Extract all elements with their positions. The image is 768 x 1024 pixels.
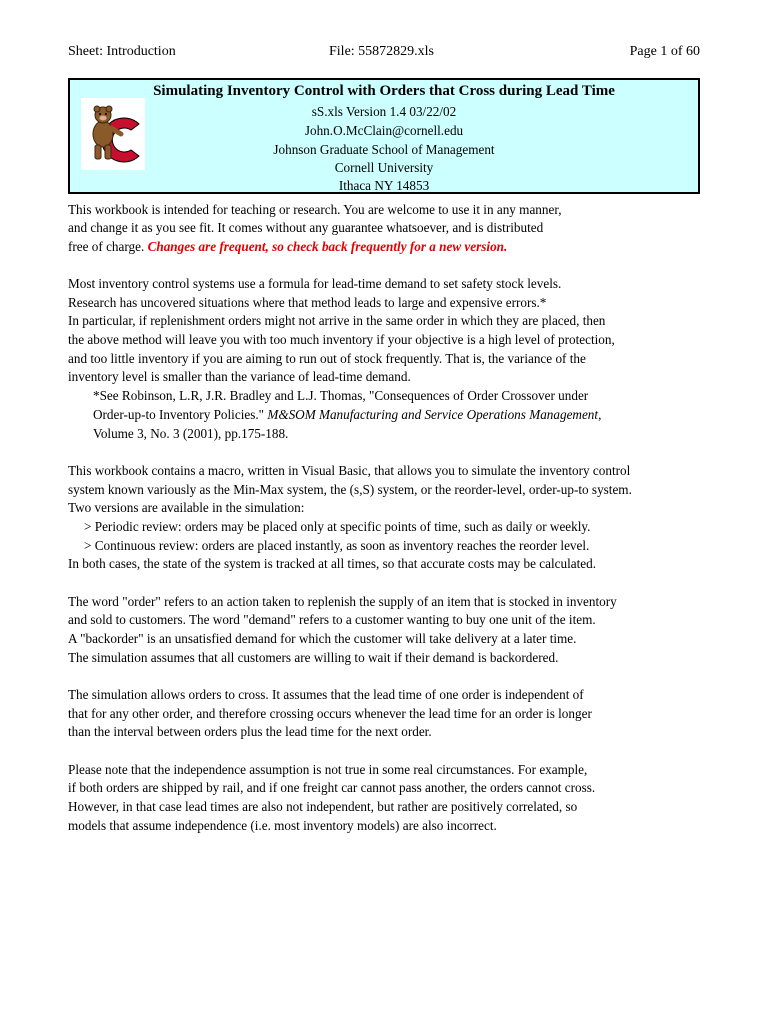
p6-line2: if both orders are shipped by rail, and if one freight car cannot pass another, the orders cannot cross. <box>68 780 596 795</box>
p4-line1: The word "order" refers to an action taken to replenish the supply of an item that is stocked in inventory <box>68 594 617 609</box>
p5-line2: that for any other order, and therefore crossing occurs whenever the lead time for an order is longer <box>68 706 592 721</box>
sheet-name: Sheet: Introduction <box>68 44 176 59</box>
p6-line4: models that assume independence (i.e. most inventory models) are also incorrect. <box>68 818 497 833</box>
p2-line4: the above method will leave you with too much inventory if your objective is a high level of protection, <box>68 332 615 347</box>
p5-line3: than the interval between orders plus the lead time for the next order. <box>68 724 432 739</box>
p6-line3: However, in that case lead times are also not independent, but rather are positively correlated, so <box>68 799 578 814</box>
p1-line3 <box>68 237 507 256</box>
document-title: Simulating Inventory Control with Orders that Cross during Lead Time <box>153 83 615 99</box>
p2-line6: inventory level is smaller than the variance of lead-time demand. <box>68 369 411 384</box>
version-line: sS.xls Version 1.4 03/22/02 <box>311 104 457 119</box>
university-line: Cornell University <box>334 160 434 175</box>
ref-line2 <box>93 405 601 424</box>
p3-line3: Two versions are available in the simulation: <box>68 500 305 515</box>
p1-line3-text: free of charge. <box>68 239 148 254</box>
p3-line1: This workbook contains a macro, written in Visual Basic, that allows you to simulate the inventory control <box>68 463 631 478</box>
p3-line5: > Continuous review: orders are placed instantly, as soon as inventory reaches the reorder level. <box>84 538 590 553</box>
p3-line2: system known variously as the Min-Max system, the (s,S) system, or the reorder-level, order-up-to system. <box>68 482 632 497</box>
page-number: Page 1 of 60 <box>629 44 700 59</box>
p1-line1: This workbook is intended for teaching or research. You are welcome to use it in any manner, <box>68 202 562 217</box>
file-name: File: 55872829.xls <box>329 44 435 59</box>
ref-line2-text: Order-up-to Inventory Policies." <box>93 407 268 422</box>
p4-line4: The simulation assumes that all customers are willing to wait if their demand is backordered. <box>68 650 559 665</box>
location-line: Ithaca NY 14853 <box>338 178 430 193</box>
p5-line1: The simulation allows orders to cross. It assumes that the lead time of one order is independent of <box>68 687 584 702</box>
title-box <box>68 78 700 194</box>
version-notice: Changes are frequent, so check back frequently for a new version. <box>147 239 508 254</box>
p1-line2: and change it as you see fit. It comes without any guarantee whatsoever, and is distributed <box>68 220 544 235</box>
p4-line3: A "backorder" is an unsatisfied demand for which the customer will take delivery at a later time. <box>68 631 577 646</box>
school-line: Johnson Graduate School of Management <box>273 142 495 157</box>
page-header <box>0 44 768 62</box>
p6-line1: Please note that the independence assumption is not true in some real circumstances. For example, <box>68 762 588 777</box>
p2-line2: Research has uncovered situations where that method leads to large and expensive errors.* <box>68 295 547 310</box>
ref-line1: *See Robinson, L.R, J.R. Bradley and L.J. Thomas, "Consequences of Order Crossover under <box>93 388 589 403</box>
p3-line6: In both cases, the state of the system is tracked at all times, so that accurate costs may be calculated. <box>68 556 597 571</box>
p4-line2: and sold to customers. The word "demand" refers to a customer wanting to buy one unit of the item. <box>68 612 596 627</box>
p2-line1: Most inventory control systems use a formula for lead-time demand to set safety stock levels. <box>68 276 562 291</box>
p2-line5: and too little inventory if you are aiming to run out of stock frequently. That is, the variance of the <box>68 351 586 366</box>
p2-line3: In particular, if replenishment orders might not arrive in the same order in which they are placed, then <box>68 313 606 328</box>
p3-line4: > Periodic review: orders may be placed only at specific points of time, such as daily or weekly. <box>84 519 591 534</box>
ref-line2-comma: , <box>598 407 602 422</box>
ref-line3: Volume 3, No. 3 (2001), pp.175-188. <box>93 426 289 441</box>
journal-name: M&SOM Manufacturing and Service Operations Management <box>267 407 599 422</box>
email-line: John.O.McClain@cornell.edu <box>304 123 464 138</box>
